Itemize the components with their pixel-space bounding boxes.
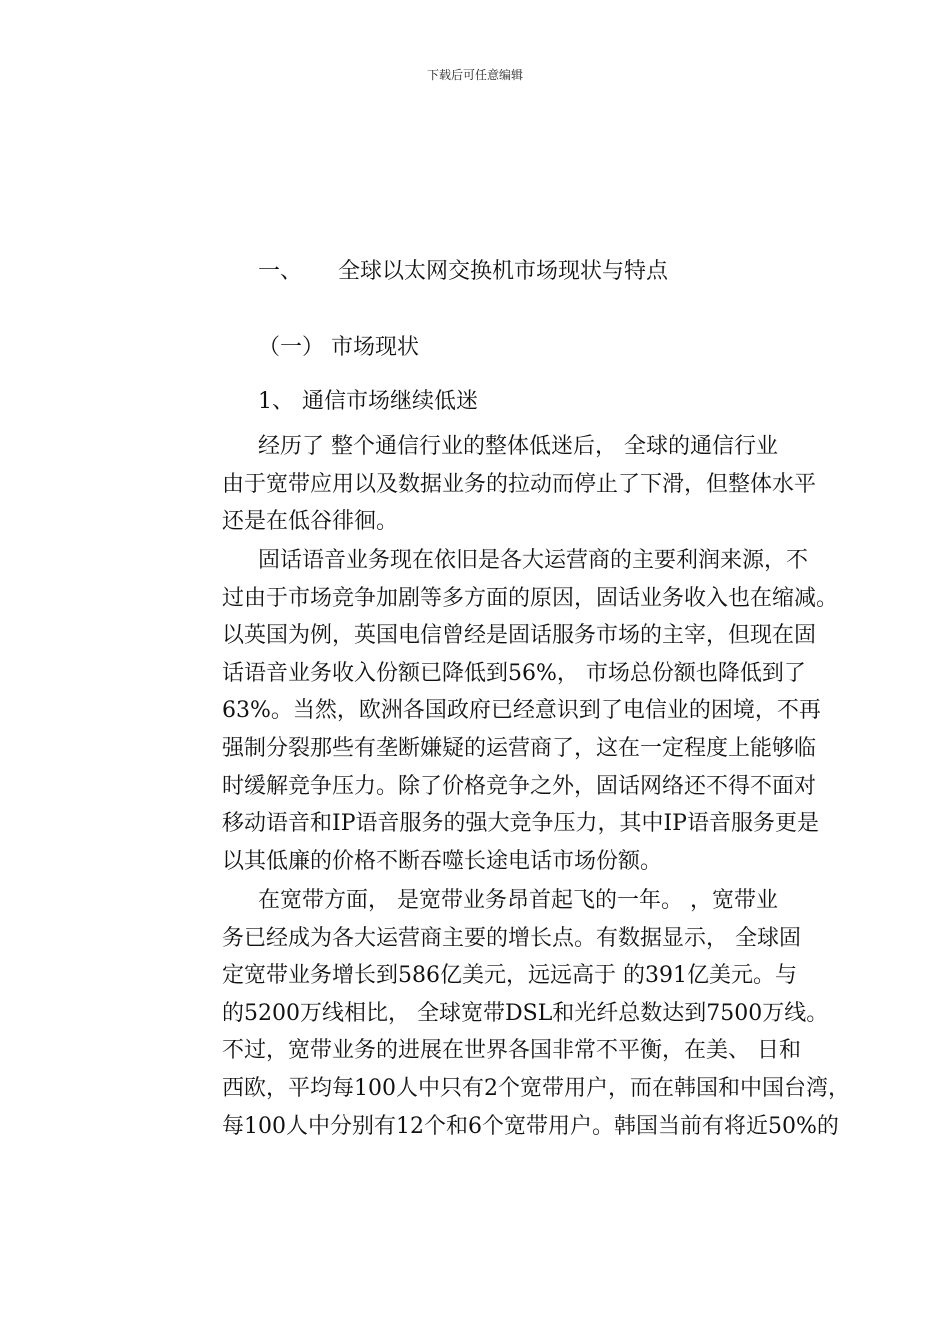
- paragraph-fixed-line-voice: [222, 542, 862, 880]
- text-line: 时缓解竞争压力。除了价格竞争之外，固话网络还不得不面对: [222, 773, 817, 799]
- text-line: 在宽带方面， 是宽带业务昂首起飞的一年。 ，宽带业: [258, 888, 778, 913]
- text-line: 经历了 整个通信行业的整体低迷后， 全球的通信行业: [258, 434, 778, 459]
- item-number: 1、: [258, 389, 294, 414]
- text-line: 63%。当然，欧洲各国政府已经意识到了电信业的困境，不再: [222, 698, 821, 724]
- text-line: 固话语音业务现在依旧是各大运营商的主要利润来源，不: [258, 548, 809, 573]
- paragraph-broadband: [222, 882, 862, 1145]
- text-line: 还是在低谷徘徊。: [222, 509, 399, 535]
- text-line: 过由于市场竞争加剧等多方面的原因，固话业务收入也在缩减。: [222, 585, 839, 611]
- section-title: 全球以太网交换机市场现状与特点: [338, 259, 669, 284]
- section-heading: [258, 254, 668, 285]
- text-line: 定宽带业务增长到586亿美元，远远高于 的391亿美元。与: [222, 963, 797, 989]
- text-line: 话语音业务收入份额已降低到56%， 市场总份额也降低到了: [222, 660, 806, 686]
- subsection-heading: （一） 市场现状: [258, 335, 419, 360]
- text-line: 不过，宽带业务的进展在世界各国非常不平衡，在美、 日和: [222, 1038, 801, 1064]
- text-line: 以英国为例，英国电信曾经是固话服务市场的主宰，但现在固: [222, 623, 817, 649]
- text-line: 以其低廉的价格不断吞噬长途电话市场份额。: [222, 848, 663, 874]
- item-title: 通信市场继续低迷: [302, 389, 479, 414]
- text-line: 强制分裂那些有垄断嫌疑的运营商了，这在一定程度上能够临: [222, 735, 817, 761]
- text-line: 西欧，平均每100人中只有2个宽带用户，而在韩国和中国台湾，: [222, 1075, 850, 1101]
- section-number: 一、: [258, 259, 303, 284]
- text-line: 每100人中分别有12个和6个宽带用户。韩国当前有将近50%的: [222, 1113, 839, 1139]
- paragraph-downturn: [222, 428, 862, 541]
- text-line: 移动语音和IP语音服务的强大竞争压力，其中IP语音服务更是: [222, 811, 819, 837]
- text-line: 的5200万线相比， 全球宽带DSL和光纤总数达到7500万线。: [222, 1000, 829, 1026]
- text-line: 由于宽带应用以及数据业务的拉动而停止了下滑，但整体水平: [222, 471, 817, 497]
- text-line: 务已经成为各大运营商主要的增长点。有数据显示， 全球固: [222, 925, 801, 951]
- page-header-note: 下载后可任意编辑: [426, 68, 523, 82]
- item-heading: [258, 384, 478, 415]
